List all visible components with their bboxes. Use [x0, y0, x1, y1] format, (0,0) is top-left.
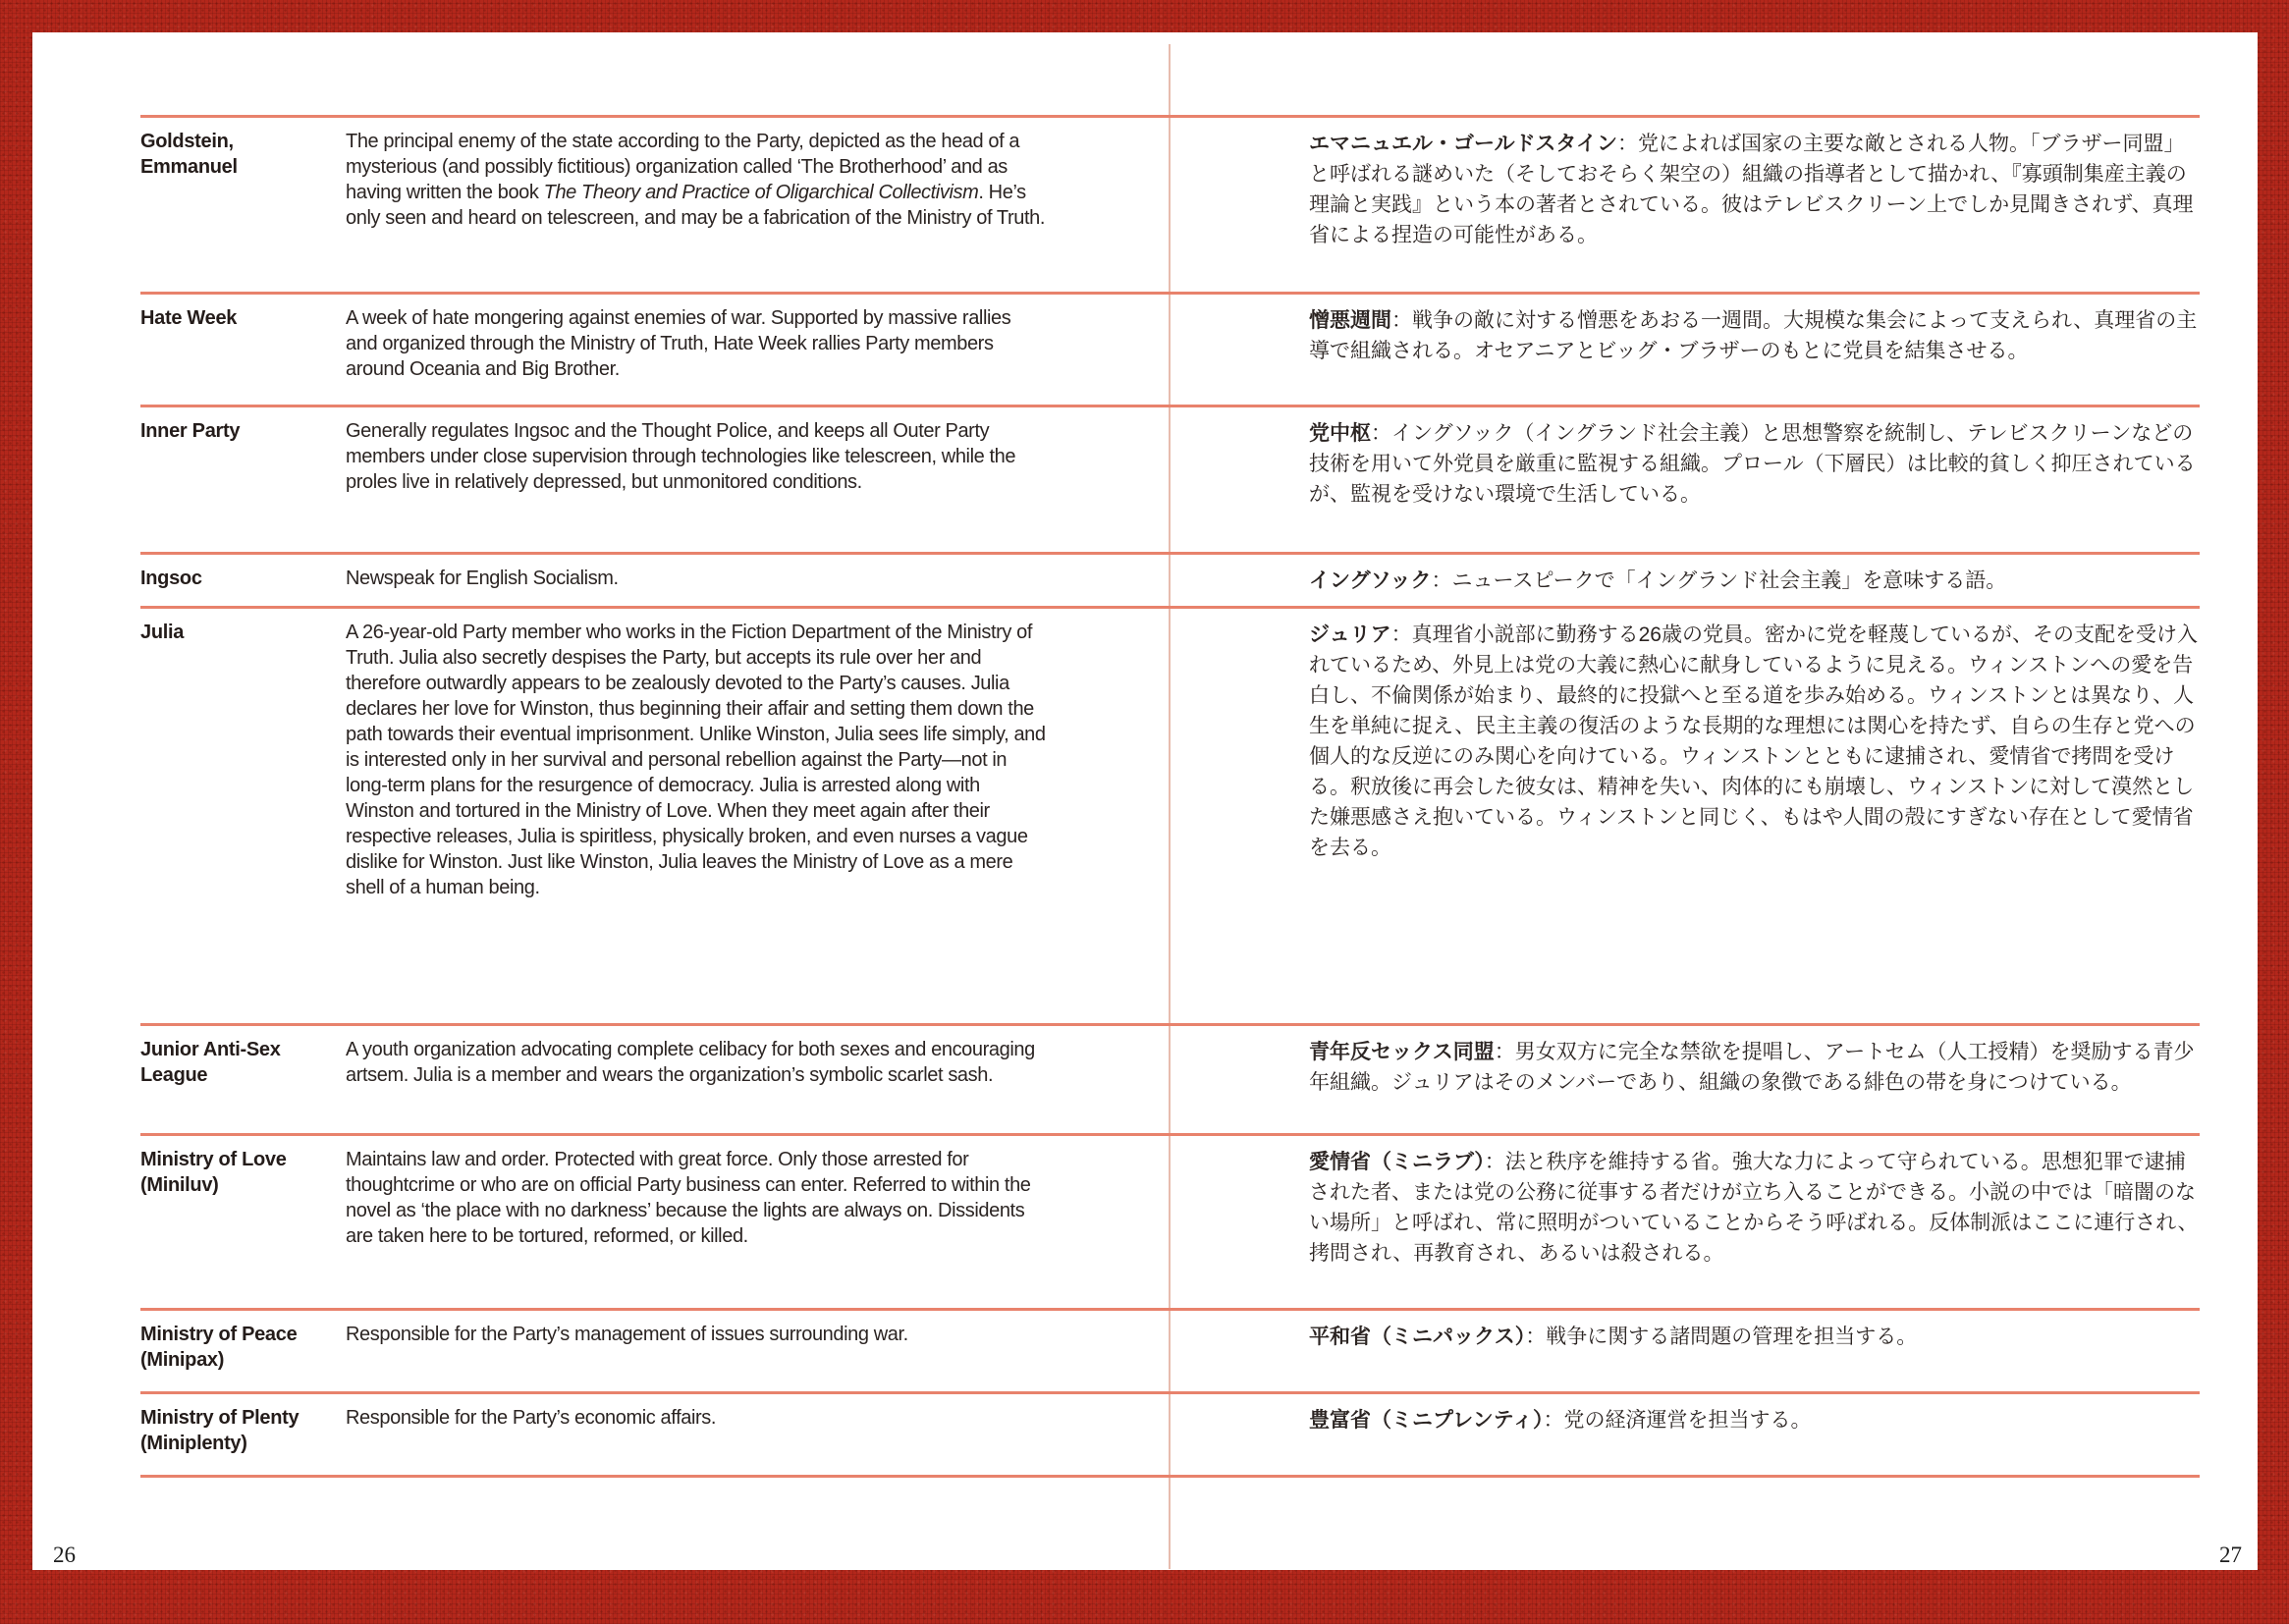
definition-text: Responsible for the Party’s economic affairs.	[346, 1407, 717, 1429]
glossary-row	[140, 1133, 2200, 1308]
definition-cell	[346, 1405, 1169, 1475]
japanese-body: 党によれば国家の主要な敵とされる人物。「ブラザー同盟」と呼ばれる謎めいた（そしておそらく架空の）組織の指導者として描かれ、『寡頭制集産主義の理論と実践』という本の著者とされている。彼はテレビスクリーン上でしか見聞きされず、真理省による捏造の可能性がある。	[1309, 133, 2194, 246]
definition-text: A 26-year-old Party member who works in the Fiction Department of the Ministry of Truth. Julia also secretly despises the Party, but accepts its rule over her and therefore outwardly appears to be zealously devoted to the Party’s causes. Julia declares her love for Winston, thus beginning their affair and setting them down the path towards their eventual imprisonment. Unlike Winston, Julia sees life simply, and is interested only in her survival and personal rebellion against the Party—not in long-term plans for the resurgence of democracy. Julia is arrested along with Winston and tortured in the Ministry of Love. When they meet again after their respective releases, Julia is spiritless, physically broken, and even nurses a vague dislike for Winston. Just like Winston, Julia leaves the Ministry of Love as a mere shell of a human being.	[346, 622, 1046, 898]
term-cell: Ministry of Peace (Minipax)	[140, 1324, 298, 1371]
japanese-body: ニュースピークで「イングランド社会主義」を意味する語。	[1451, 569, 2007, 592]
table-bottom-rule	[140, 1475, 2200, 1478]
definition-cell	[346, 1037, 1169, 1133]
japanese-term: エマニュエル・ゴールドスタイン	[1309, 133, 1617, 155]
definition-text: Generally regulates Ingsoc and the Thought Police, and keeps all Outer Party members under close supervision through technologies like telescreen, while the proles live in relatively depressed, but unmonitored conditions.	[346, 420, 1016, 493]
definition-text: Newspeak for English Socialism.	[346, 568, 619, 589]
japanese-cell	[1169, 620, 2200, 1023]
definition-text: The principal enemy of the state according to the Party, depicted as the head of a mysterious (and possibly fictitious) organization called ‘The Brotherhood’ and as having written the book	[346, 131, 1020, 203]
japanese-body: イングソック（イングランド社会主義）と思想警察を統制し、テレビスクリーンなどの技術を用いて外党員を厳重に監視する組織。プロール（下層民）は比較的貧しく抑圧されているが、監視を受けない環境で生活している。	[1309, 422, 2196, 506]
japanese-term: イングソック	[1309, 569, 1432, 592]
glossary-row	[140, 1023, 2200, 1133]
japanese-separator: ：	[1484, 1151, 1505, 1173]
japanese-cell	[1169, 305, 2200, 405]
japanese-cell	[1169, 566, 2200, 606]
book-spread	[32, 32, 2258, 1570]
definition-cell	[346, 620, 1169, 1023]
book-title-italic: The Theory and Practice of Oligarchical Collectivism	[543, 182, 979, 203]
definition-cell	[346, 129, 1169, 292]
page-number-left: 26	[53, 1543, 76, 1567]
japanese-cell	[1169, 418, 2200, 552]
japanese-separator: ：	[1494, 1041, 1515, 1063]
definition-text: A week of hate mongering against enemies of war. Supported by massive rallies and organized through the Ministry of Truth, Hate Week rallies Party members around Oceania and Big Brother.	[346, 307, 1011, 380]
page-number-right: 27	[2219, 1543, 2242, 1567]
japanese-term: 豊富省（ミニプレンティ）	[1309, 1409, 1544, 1432]
japanese-body: 真理省小説部に勤務する26歳の党員。密かに党を軽蔑しているが、その支配を受け入れているため、外見上は党の大義に熱心に献身しているように見える。ウィンストンへの愛を告白し、不倫関係が始まり、最終的に投獄へと至る道を歩み始める。ウィンストンとは異なり、人生を単純に捉え、民主主義の復活のような長期的な理想には関心を持たず、自らの生存と党への個人的な反逆にのみ関心を向けている。ウィンストンとともに逮捕され、愛情省で拷問を受ける。釈放後に再会した彼女は、精神を失い、肉体的にも崩壊し、ウィンストンに対して漠然とした嫌悪感さえ抱いている。ウィンストンと同じく、もはや人間の殻にすぎない存在として愛情省を去る。	[1309, 623, 2198, 859]
japanese-body: 法と秩序を維持する省。強大な力によって守られている。思想犯罪で逮捕された者、または党の公務に従事する者だけが立ち入ることができる。小説の中では「暗闇のない場所」と呼ばれ、常に照明がついていることからそう呼ばれる。反体制派はここに連行され、拷問され、再教育され、あるいは殺される。	[1309, 1151, 2199, 1265]
glossary-row	[140, 606, 2200, 1023]
definition-text: A youth organization advocating complete celibacy for both sexes and encouraging artsem. Julia is a member and wears the organization’s symbolic scarlet sash.	[346, 1039, 1035, 1086]
term-cell: Hate Week	[140, 307, 238, 329]
glossary-row	[140, 1391, 2200, 1475]
term-cell: Ministry of Plenty (Miniplenty)	[140, 1407, 300, 1454]
japanese-term: 党中枢	[1309, 422, 1371, 445]
japanese-body: 党の経済運営を担当する。	[1563, 1409, 1812, 1432]
japanese-cell	[1169, 1322, 2200, 1391]
definition-cell	[346, 305, 1169, 405]
term-cell: Julia	[140, 622, 185, 643]
japanese-cell	[1169, 1147, 2200, 1308]
japanese-separator: ：	[1616, 133, 1638, 155]
term-cell: Inner Party	[140, 420, 241, 442]
glossary-row	[140, 405, 2200, 552]
japanese-cell	[1169, 129, 2200, 292]
definition-cell	[346, 1322, 1169, 1391]
japanese-cell	[1169, 1037, 2200, 1133]
japanese-term: 愛情省（ミニラブ）	[1309, 1151, 1485, 1173]
term-cell: Junior Anti-Sex League	[140, 1039, 281, 1086]
japanese-term: 平和省（ミニパックス）	[1309, 1326, 1526, 1348]
glossary-row	[140, 292, 2200, 405]
japanese-term: ジュリア	[1309, 623, 1391, 646]
glossary-table	[140, 115, 2200, 1478]
definition-cell	[346, 566, 1169, 606]
definition-text: . He’s only seen and heard on telescreen, and may be a fabrication of the Ministry of Truth.	[346, 182, 1045, 229]
japanese-separator: ：	[1371, 422, 1391, 445]
definition-cell	[346, 418, 1169, 552]
japanese-body: 男女双方に完全な禁欲を提唱し、アートセム（人工授精）を奨励する青少年組織。ジュリアはそのメンバーであり、組織の象徴である緋色の帯を身につけている。	[1309, 1041, 2195, 1094]
japanese-separator: ：	[1391, 309, 1412, 332]
japanese-cell	[1169, 1405, 2200, 1475]
definition-cell	[346, 1147, 1169, 1308]
term-cell: Ministry of Love (Miniluv)	[140, 1149, 287, 1196]
definition-text: Maintains law and order. Protected with great force. Only those arrested for thoughtcrime or who are on official Party business can enter. Referred to within the novel as ‘the place with no darkness’ because the lights are always on. Dissidents are taken here to be tortured, reformed, or killed.	[346, 1149, 1031, 1247]
glossary-row	[140, 552, 2200, 606]
term-cell: Goldstein, Emmanuel	[140, 131, 238, 178]
japanese-body: 戦争に関する諸問題の管理を担当する。	[1546, 1326, 1918, 1348]
japanese-separator: ：	[1543, 1409, 1564, 1432]
japanese-term: 青年反セックス同盟	[1309, 1041, 1495, 1063]
definition-text: Responsible for the Party’s management of issues surrounding war.	[346, 1324, 908, 1345]
japanese-separator: ：	[1390, 623, 1412, 646]
japanese-separator: ：	[1431, 569, 1452, 592]
term-cell: Ingsoc	[140, 568, 202, 589]
japanese-separator: ：	[1525, 1326, 1547, 1348]
glossary-row	[140, 115, 2200, 292]
japanese-term: 憎悪週間	[1309, 309, 1391, 332]
glossary-row	[140, 1308, 2200, 1391]
japanese-body: 戦争の敵に対する憎悪をあおる一週間。大規模な集会によって支えられ、真理省の主導で組織される。オセアニアとビッグ・ブラザーのもとに党員を結集させる。	[1309, 309, 2198, 362]
